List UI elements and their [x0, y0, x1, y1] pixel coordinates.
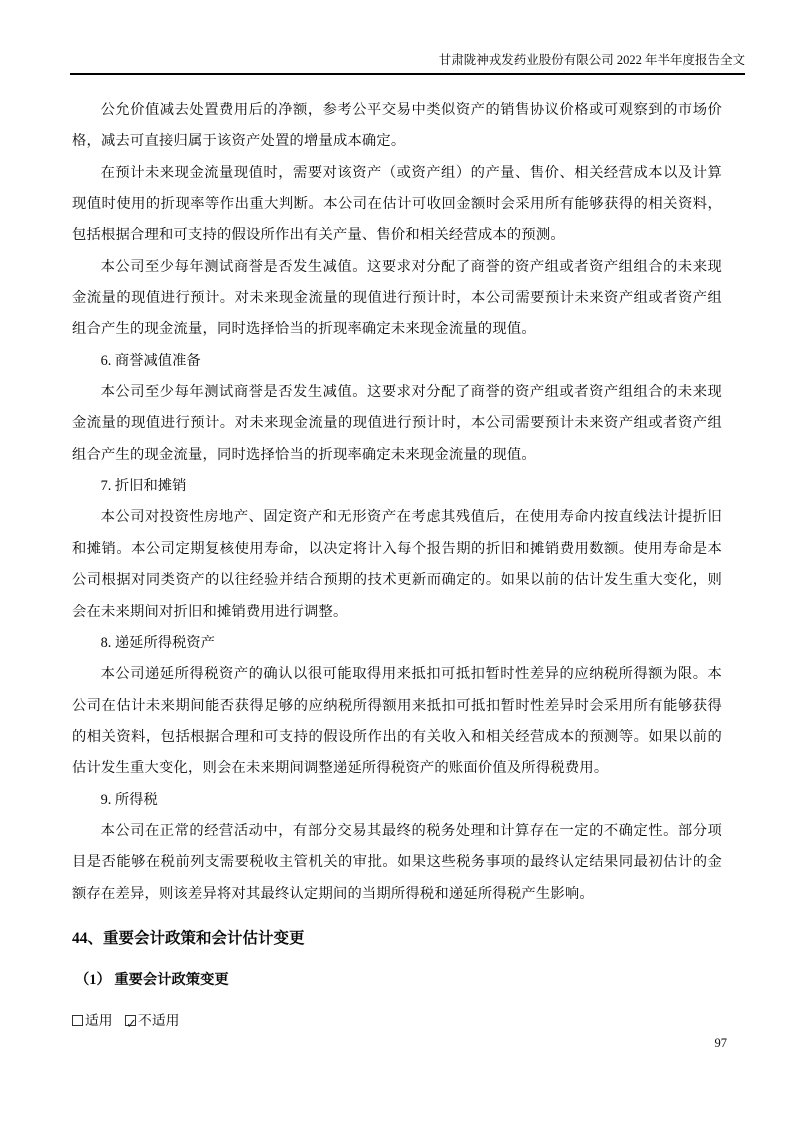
checkbox-not-applicable-checked-icon: [125, 1015, 137, 1032]
heading-accounting-policy-changes: 44、重要会计政策和会计估计变更: [72, 929, 305, 947]
label-not-applicable: 不适用: [138, 1012, 180, 1028]
paragraph-future-cashflow: 在预计未来现金流量现值时，需要对该资产（或资产组）的产量、售价、相关经营成本以及计算现值时使用的折现率等作出重大判断。本公司在估计可收回金额时会采用所有能够获得的相关资料，包括根据合理和可支持的假设所作出有关产量、售价和相关经营成本的预测。: [72, 164, 722, 244]
paragraph-income-tax: 本公司在正常的经营活动中，有部分交易其最终的税务处理和计算存在一定的不确定性。部分项目是否能够在税前列支需要税收主管机关的审批。如果这些税务事项的最终认定结果同最初估计的金额存在差异，则该差异将对其最终认定期间的当期所得税和递延所得税产生影响。: [72, 822, 722, 902]
paragraph-fair-value: 公允价值减去处置费用后的净额，参考公平交易中类似资产的销售协议价格或可观察到的市场价格，减去可直接归属于该资产处置的增量成本确定。: [72, 102, 722, 150]
label-applicable: 适用: [85, 1012, 113, 1028]
check-mark-icon: ✓: [126, 1016, 137, 1032]
page-header: [70, 52, 745, 75]
applicability-row: [72, 1005, 722, 1036]
heading-depreciation-amortization: 7. 折旧和摊销: [100, 478, 187, 495]
paragraph-deferred-tax-assets: 本公司递延所得税资产的确认以很可能取得用来抵扣可抵扣暂时性差异的应纳税所得额为限。本公司在估计未来期间能否获得足够的应纳税所得额用来抵扣可抵扣暂时性差异时会采用所有能够获得的相关资料，包括根据合理和可支持的假设所作出的有关收入和相关经营成本的预测等。如果以前的估计发生重大变化，则会在未来期间调整递延所得税资产的账面价值及所得税费用。: [72, 666, 722, 777]
paragraph-depreciation-amortization: 本公司对投资性房地产、固定资产和无形资产在考虑其残值后，在使用寿命内按直线法计提折旧和摊销。本公司定期复核使用寿命，以决定将计入每个报告期的折旧和摊销费用数额。使用寿命是本公司根据对同类资产的以往经验并结合预期的技术更新而确定的。如果以前的估计发生重大变化，则会在未来期间对折旧和摊销费用进行调整。: [72, 509, 722, 620]
subheading-important-policy-change: （1） 重要会计政策变更: [75, 971, 229, 988]
page-number: 97: [714, 1036, 727, 1050]
heading-deferred-tax-assets: 8. 递延所得税资产: [100, 634, 215, 651]
heading-goodwill-impairment: 6. 商誉减值准备: [100, 352, 201, 369]
paragraph-goodwill-intro: 本公司至少每年测试商誉是否发生减值。这要求对分配了商誉的资产组或者资产组组合的未来现金流量的现值进行预计。对未来现金流量的现值进行预计时，本公司需要预计未来资产组或者资产组组合产生的现金流量，同时选择恰当的折现率确定未来现金流量的现值。: [72, 258, 722, 338]
page-content: [72, 95, 722, 1036]
checkbox-applicable-unchecked-icon: [72, 1015, 83, 1026]
paragraph-goodwill-impairment: 本公司至少每年测试商誉是否发生减值。这要求对分配了商誉的资产组或者资产组组合的未来现金流量的现值进行预计。对未来现金流量的现值进行预计时，本公司需要预计未来资产组或者资产组组合产生的现金流量，同时选择恰当的折现率确定未来现金流量的现值。: [72, 384, 722, 463]
header-title: 甘肃陇神戎发药业股份有限公司 2022 年半年度报告全文: [438, 53, 745, 67]
heading-income-tax: 9. 所得税: [100, 791, 158, 808]
